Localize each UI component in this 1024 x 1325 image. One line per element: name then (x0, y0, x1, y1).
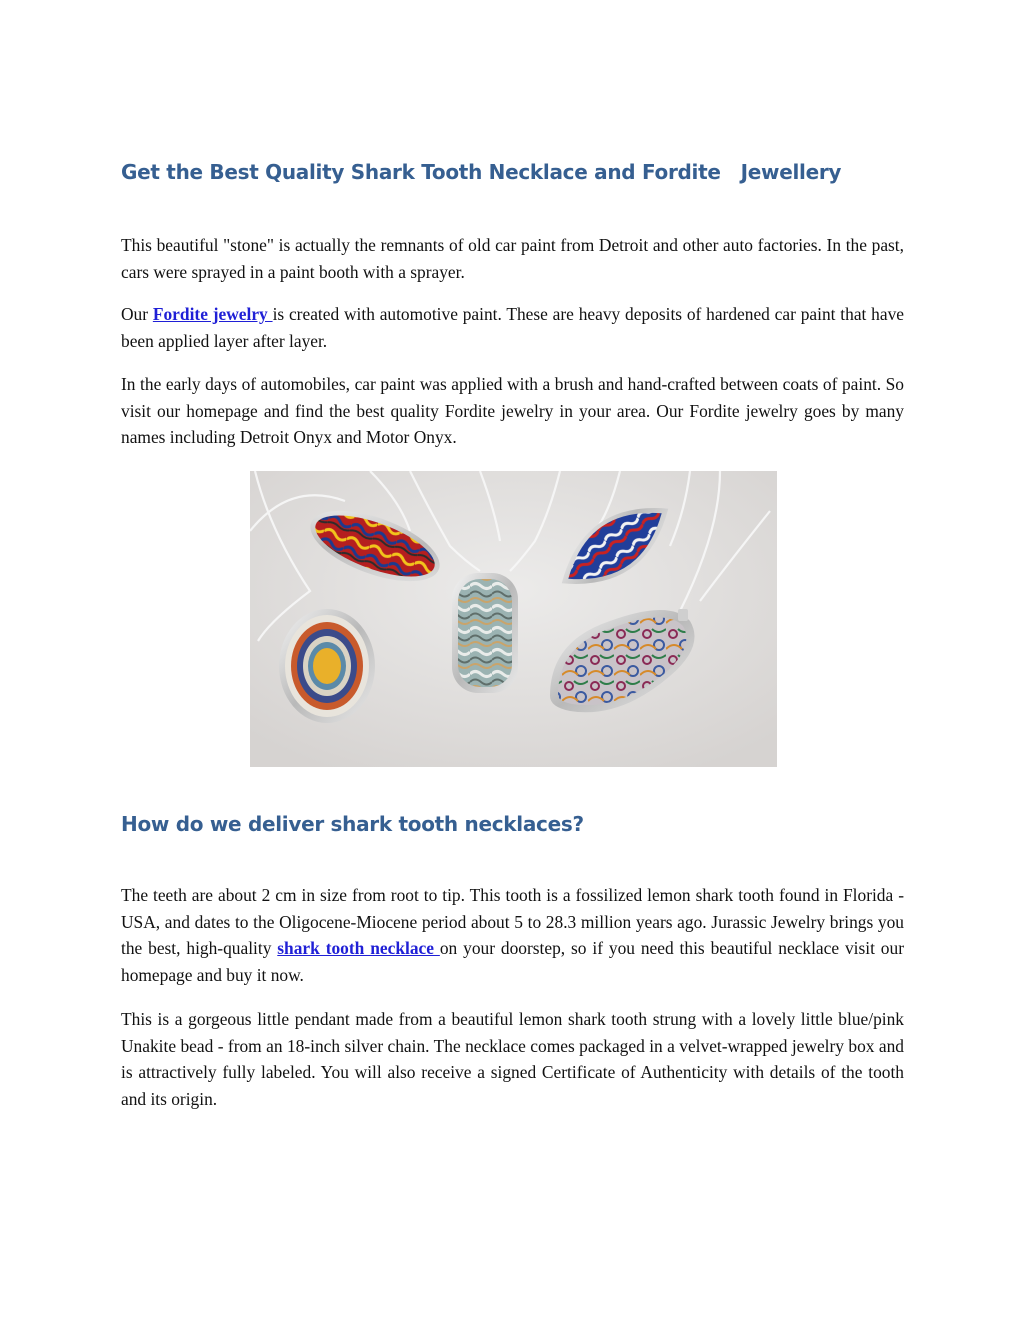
paragraph-teeth-after: on your doorstep, so if you need this beautiful necklace visit our homepage and buy it now. (121, 938, 904, 985)
paragraph-teeth (121, 882, 904, 988)
paragraph-pendant: This is a gorgeous little pendant made from a beautiful lemon shark tooth strung with a lovely little blue/pink Unakite bead - from an 18-inch silver chain. The necklace comes packaged in a velvet-wrapped jewelry box and is attractively fully labeled. You will also receive a signed Certificate of Authenticity with details of the tooth and its origin. (121, 1009, 904, 1109)
paragraph-fordite (121, 301, 904, 354)
paragraph-history: In the early days of automobiles, car paint was applied with a brush and hand-crafted between coats of paint. So visit our homepage and find the best quality Fordite jewelry in your area. Our Fordite jewelry goes by many names including Detroit Onyx and Motor Onyx. (121, 374, 904, 447)
fordite-jewelry-link[interactable]: Fordite jewelry (152, 304, 273, 324)
paragraph-fordite-before: Our (121, 304, 153, 324)
paragraph-intro: This beautiful "stone" is actually the remnants of old car paint from Detroit and other auto factories. In the past, cars were sprayed in a paint booth with a sprayer. (121, 235, 904, 282)
fordite-pendants-photo (250, 471, 777, 767)
page-title: Get the Best Quality Shark Tooth Necklace and Fordite Jewellery (121, 160, 842, 184)
section-heading: How do we deliver shark tooth necklaces? (121, 812, 584, 836)
paragraph-fordite-after: is created with automotive paint. These are heavy deposits of hardened car paint that have been applied layer after layer. (121, 304, 904, 351)
shark-tooth-necklace-link[interactable]: shark tooth necklace (277, 938, 440, 958)
paragraph-teeth-before: The teeth are about 2 cm in size from root to tip. This tooth is a fossilized lemon shark tooth found in Florida - USA, and dates to the Oligocene-Miocene period about 5 to 28.3 million years ago. Jurassic Jewelry brings you the best, high-quality (121, 885, 904, 958)
